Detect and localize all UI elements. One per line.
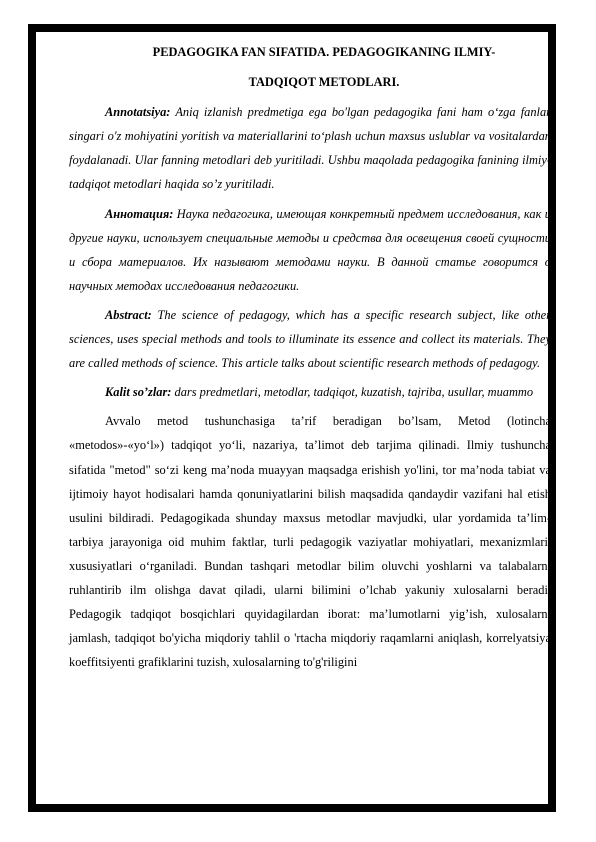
title-line-1: PEDAGOGIKA FAN SIFATIDA. PEDAGOGIKANING ILMIY- (152, 45, 496, 59)
keywords-label: Kalit so’zlar: (105, 385, 172, 400)
annotacia-text: Наука педагогика, имеющая конкретный предмет исследования, как и другие науки, использует специальные методы и средства для освещения своей сущности и сбора материалов. Их называют методами науки. В данной статье говорится о научных методах исследования педагогики. (69, 206, 551, 293)
abstract-text: The science of pedagogy, which has a specific research subject, like other sciences, uses special methods and tools to illuminate its essence and collect its materials. They are called methods of science. This article talks about scientific research methods of pedagogy. (69, 307, 551, 371)
keywords-text: dars predmetlari, metodlar, tadqiqot, kuzatish, tajriba, usullar, muammo (171, 385, 534, 400)
annotacia-paragraph (69, 202, 551, 298)
abstract-label: Abstract: (105, 307, 152, 322)
annotatsiya-label: Annotatsiya: (105, 105, 171, 120)
article-title (69, 40, 551, 94)
title-line-2: TADQIQOT METODLARI. (248, 75, 400, 90)
annotatsiya-paragraph (69, 100, 551, 196)
document-content (69, 40, 551, 674)
keywords-paragraph (69, 380, 551, 404)
annotacia-label: Аннотация: (105, 206, 174, 221)
body-paragraph: Avvalo metod tushunchasiga ta’rif beradigan bo’lsam, Metod (lotincha «metodos»-«yo‘l») tadqiqot yo‘li, nazariya, ta’limot deb tarjima qilinadi. Ilmiy tushuncha sifatida "metod" so‘zi keng ma’noda muayyan maqsadga erishish yo'lini, tor ma’noda tabiat va ijtimoiy hayot hodisalari hamda qonuniyatlarini bilish maqsadida qandaydir vazifani hal etish usulini bildiradi. Pedagogikada shunday maxsus metodlar mavjudki, ular yordamida ta’lim-tarbiya jarayoniga oid muhim faktlar, turli pedagogik vaziyatlar mohiyatlari, mexanizmlari, xususiyatlari o‘rganiladi. Bundan tashqari metodlar bilim oluvchi yoshlarni va talabalarni ruhlantirib ilm olishga davat qiladi, ularni bilimini o’lchab yakuniy xulosalarni beradi. Pedagogik tadqiqot bosqichlari quyidagilardan iborat: ma’lumotlarni yig’ish, xulosalarni jamlash, tadqiqot bo'yicha miqdoriy tahlil o 'rtacha miqdoriy raqamlarni aniqlash, korrelyatsiya koeffitsiyenti grafiklarini tuzish, xulosalarning to'g'riligini (69, 414, 551, 670)
abstract-paragraph (69, 303, 551, 375)
annotatsiya-text: Aniq izlanish predmetiga ega bo'lgan pedagogika fani ham o‘zga fanlar singari o'z mohiyatini yoritish va materiallarini to‘plash uchun maxsus uslublar va vositalardan foydalanadi. Ular fanning metodlari deb yuritiladi. Ushbu maqolada pedagogika fanining ilmiy-tadqiqot metodlari haqida so’z yuritiladi. (69, 105, 551, 192)
